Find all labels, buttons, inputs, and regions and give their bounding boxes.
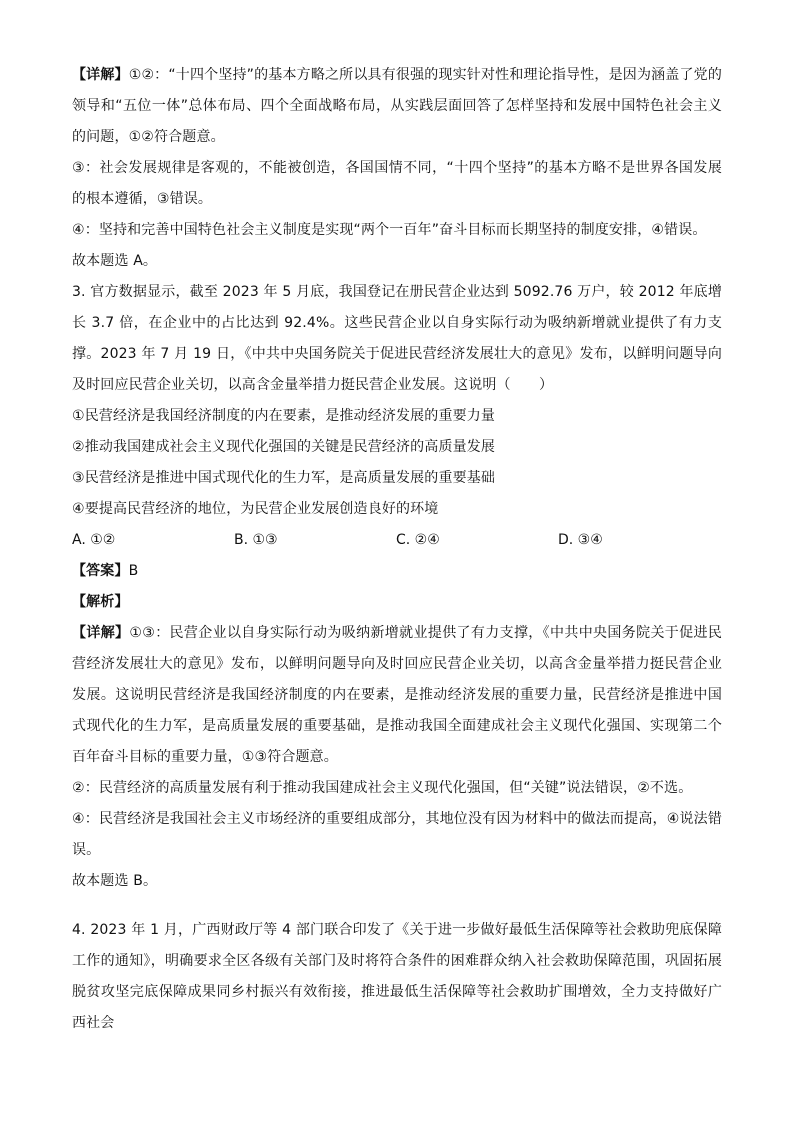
analysis-heading: 【解析】 — [72, 594, 129, 610]
option-c: C. ②④ — [396, 532, 440, 548]
answer-options — [72, 525, 722, 556]
detail-text: ①②：“十四个坚持”的基本方略之所以具有很强的现实针对性和理论指导性，是因为涵盖了党的领导和“五位一体”总体布局、四个全面战略布局，从实践层面回答了怎样坚持和发展中国特色社会主义的问题，①②符合题意。 — [72, 67, 722, 145]
detail-paragraph-q3 — [72, 618, 722, 773]
statement-4: ④要提高民营经济的地位，为民营企业发展创造良好的环境 — [72, 501, 439, 517]
detail-tag: 【详解】 — [72, 67, 129, 83]
detail-tag-q3: 【详解】 — [72, 625, 130, 641]
detail-paragraph — [72, 60, 722, 153]
detail-text-q3: ①③：民营企业以自身实际行动为吸纳新增就业提供了有力支撑，《中共中央国务院关于促进民营经济发展壮大的意见》发布，以鲜明问题导向及时回应民营企业关切，以高含金量举措力挺民营企业发展。这说明民营经济是我国经济制度的内在要素，是推动经济发展的重要力量，民营经济是推进中国式现代化的生力军，是高质量发展的重要基础，是推动我国全面建成社会主义现代化强国、实现第二个百年奋斗目标的重要力量，①③符合题意。 — [72, 625, 722, 765]
question-4-stem: 4. 2023 年 1 月，广西财政厅等 4 部门联合印发了《关于进一步做好最低生活保障等社会救助兜底保障工作的通知》，明确要求全区各级有关部门及时将符合条件的困难群众纳入社会救助保障范围，巩固拓展脱贫攻坚完底保障成果同乡村振兴有效衔接，推进最低生活保障等社会救助扩围增效，全力支持做好广西社会 — [72, 922, 722, 1031]
option-d: D. ③④ — [558, 532, 603, 548]
option-a: A. ①② — [72, 532, 116, 548]
analysis-item-c2: ②：民营经济的高质量发展有利于推动我国建成社会主义现代化强国，但“关键”说法错误，②不选。 — [72, 780, 693, 796]
option-b: B. ①③ — [234, 532, 278, 548]
statement-1: ①民营经济是我国经济制度的内在要素，是推动经济发展的重要力量 — [72, 408, 496, 424]
answer-tag: 【答案】 — [72, 563, 129, 579]
answer-line-q3: 故本题选 B。 — [72, 873, 158, 889]
analysis-item-c4: ④：民营经济是我国社会主义市场经济的重要组成部分，其地位没有因为材料中的做法而提高，④说法错误。 — [72, 811, 722, 858]
question-3-stem: 3. 官方数据显示，截至 2023 年 5 月底，我国登记在册民营企业达到 5092.76 万户，较 2012 年底增长 3.7 倍，在企业中的占比达到 92.4%。这些民营企业以自身实际行动为吸纳新增就业提供了有力支撑。2023 年 7 月 19 日，《中共中央国务院关于促进民营经济发展壮大的意见》发布，以鲜明问题导向及时回应民营企业关切，以高含金量举措力挺民营企业发展。这说明（ ） — [72, 284, 722, 393]
answer-line-previous: 故本题选 A。 — [72, 253, 158, 269]
analysis-item-3: ③：社会发展规律是客观的，不能被创造，各国国情不同，“十四个坚持”的基本方略不是世界各国发展的根本遵循，③错误。 — [72, 160, 722, 207]
statement-2: ②推动我国建成社会主义现代化强国的关键是民营经济的高质量发展 — [72, 439, 496, 455]
answer-value: B — [128, 563, 139, 579]
section-gap — [72, 897, 722, 915]
statement-3: ③民营经济是推进中国式现代化的生力军，是高质量发展的重要基础 — [72, 470, 496, 486]
analysis-item-4: ④：坚持和完善中国特色社会主义制度是实现“两个一百年”奋斗目标而长期坚持的制度安排，④错误。 — [72, 222, 707, 238]
answer-line — [72, 556, 722, 587]
document-page — [72, 60, 722, 1039]
